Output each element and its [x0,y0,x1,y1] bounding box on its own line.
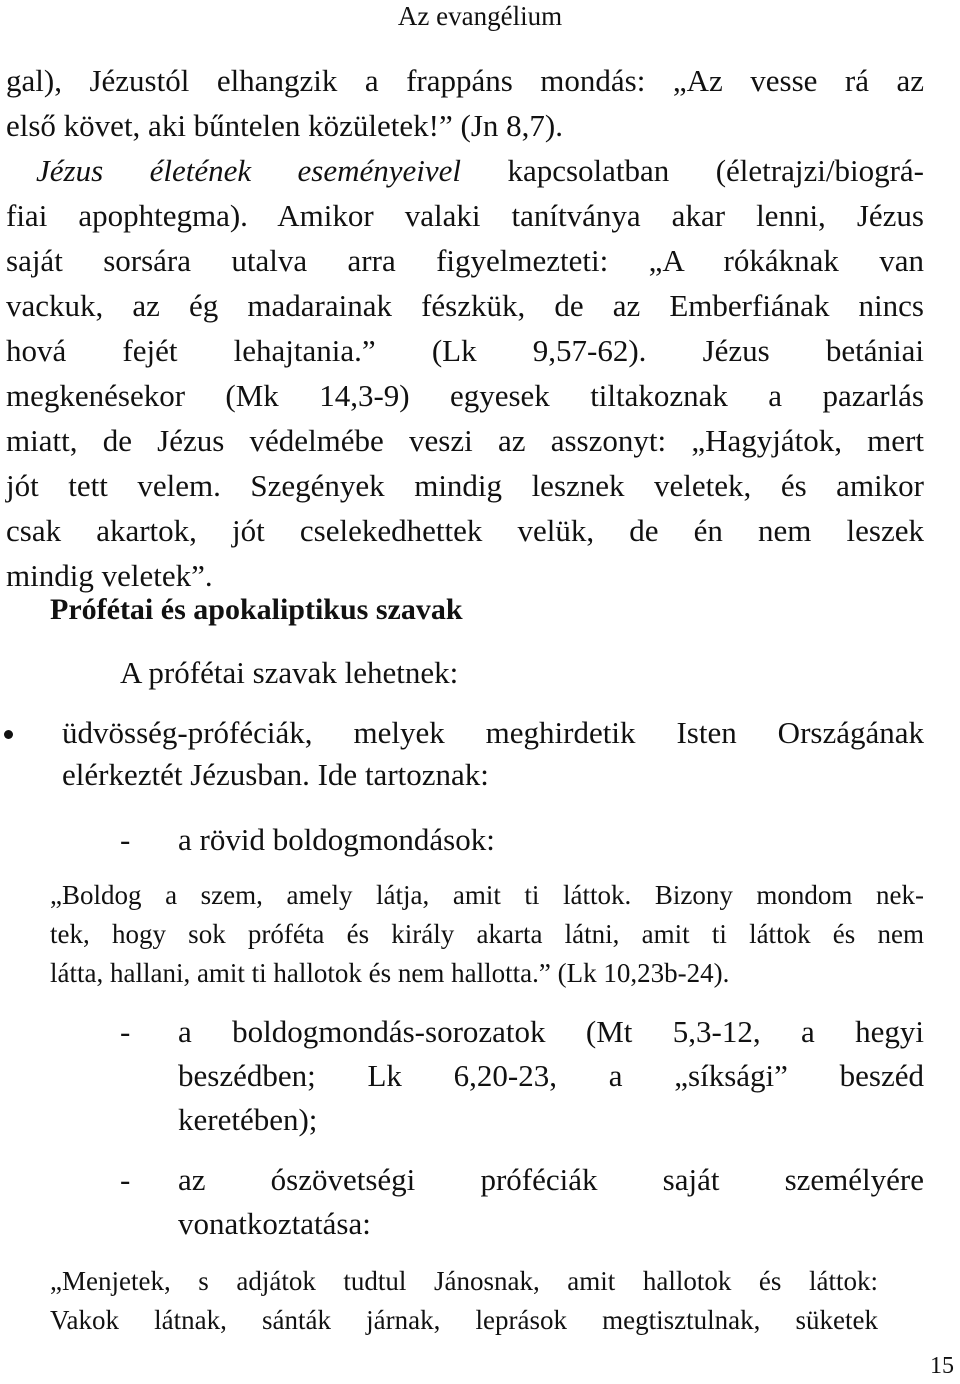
quote-line: látta, hallani, amit ti hallotok és nem hallotta.” (Lk 10,23b-24). [50,958,730,988]
dash-text-line: az ószövetségi próféciák saját személyére [178,1162,924,1197]
text-line: első követ, aki bűntelen közületek!” (Jn 8,7). [6,108,563,143]
italic-phrase: Jézus életének eseményeivel [36,153,462,188]
text-line: gal), Jézustól elhangzik a frappáns mondás: „Az vesse rá az [6,63,924,98]
quote-block [50,876,924,993]
dash-text-line: beszédben; Lk 6,20-23, a „síksági” beszéd [178,1058,924,1093]
bullet-icon [4,730,13,739]
quote-block [50,1262,878,1340]
text-line: fiai apophtegma). Amikor valaki tanítványa akar lenni, Jézus [6,198,924,233]
dash-text-line: vonatkoztatása: [178,1206,371,1241]
dash-marker: - [120,822,131,857]
quote-line: „Menjetek, s adjátok tudtul Jánosnak, amit hallotok és láttok: [50,1266,878,1296]
quote-line: tek, hogy sok próféta és király akarta látni, amit ti láttok és nem [50,919,924,949]
text-line: elérkeztét Jézusban. Ide tartoznak: [62,757,489,792]
section-heading: Prófétai és apokaliptikus szavak [50,593,463,626]
text-line-rest: kapcsolatban (életrajzi/biográ- [461,153,924,188]
body-paragraph [6,58,924,598]
dash-marker: - [120,1162,131,1197]
text-line: hová fejét lehajtania.” (Lk 9,57-62). Jézus betániai [6,333,924,368]
text-line: mindig veletek”. [6,558,213,593]
text-line: csak akartok, jót cselekedhettek velük, de én nem leszek [6,513,924,548]
text-line: üdvösség-próféciák, melyek meghirdetik Isten Országának [62,715,924,750]
dash-text-line: a boldogmondás-sorozatok (Mt 5,3-12, a hegyi [178,1014,924,1049]
text-line: jót tett velem. Szegények mindig lesznek veletek, és amikor [6,468,924,503]
quote-line: Vakok látnak, sánták járnak, leprások megtisztulnak, süketek [50,1305,878,1335]
dash-marker: - [120,1014,131,1049]
text-line: miatt, de Jézus védelmébe veszi az asszonyt: „Hagyjátok, mert [6,423,924,458]
text-line: saját sorsára utalva arra figyelmezteti: „A rókáknak van [6,243,924,278]
running-header [0,0,960,32]
header-title: Az evangélium [397,1,563,31]
text-line: megkenésekor (Mk 14,3-9) egyesek tiltakoznak a pazarlás [6,378,924,413]
text-line [6,148,924,193]
bullet-item [62,712,924,796]
section-intro: A prófétai szavak lehetnek: [120,655,459,690]
quote-line: „Boldog a szem, amely látja, amit ti láttok. Bizony mondom nek- [50,880,924,910]
page-number: 15 [930,1353,954,1379]
text-line: vackuk, az ég madarainak fészkük, de az Emberfiának nincs [6,288,924,323]
dash-text: a rövid boldogmondások: [178,822,495,857]
dash-text-line: keretében); [178,1102,318,1137]
